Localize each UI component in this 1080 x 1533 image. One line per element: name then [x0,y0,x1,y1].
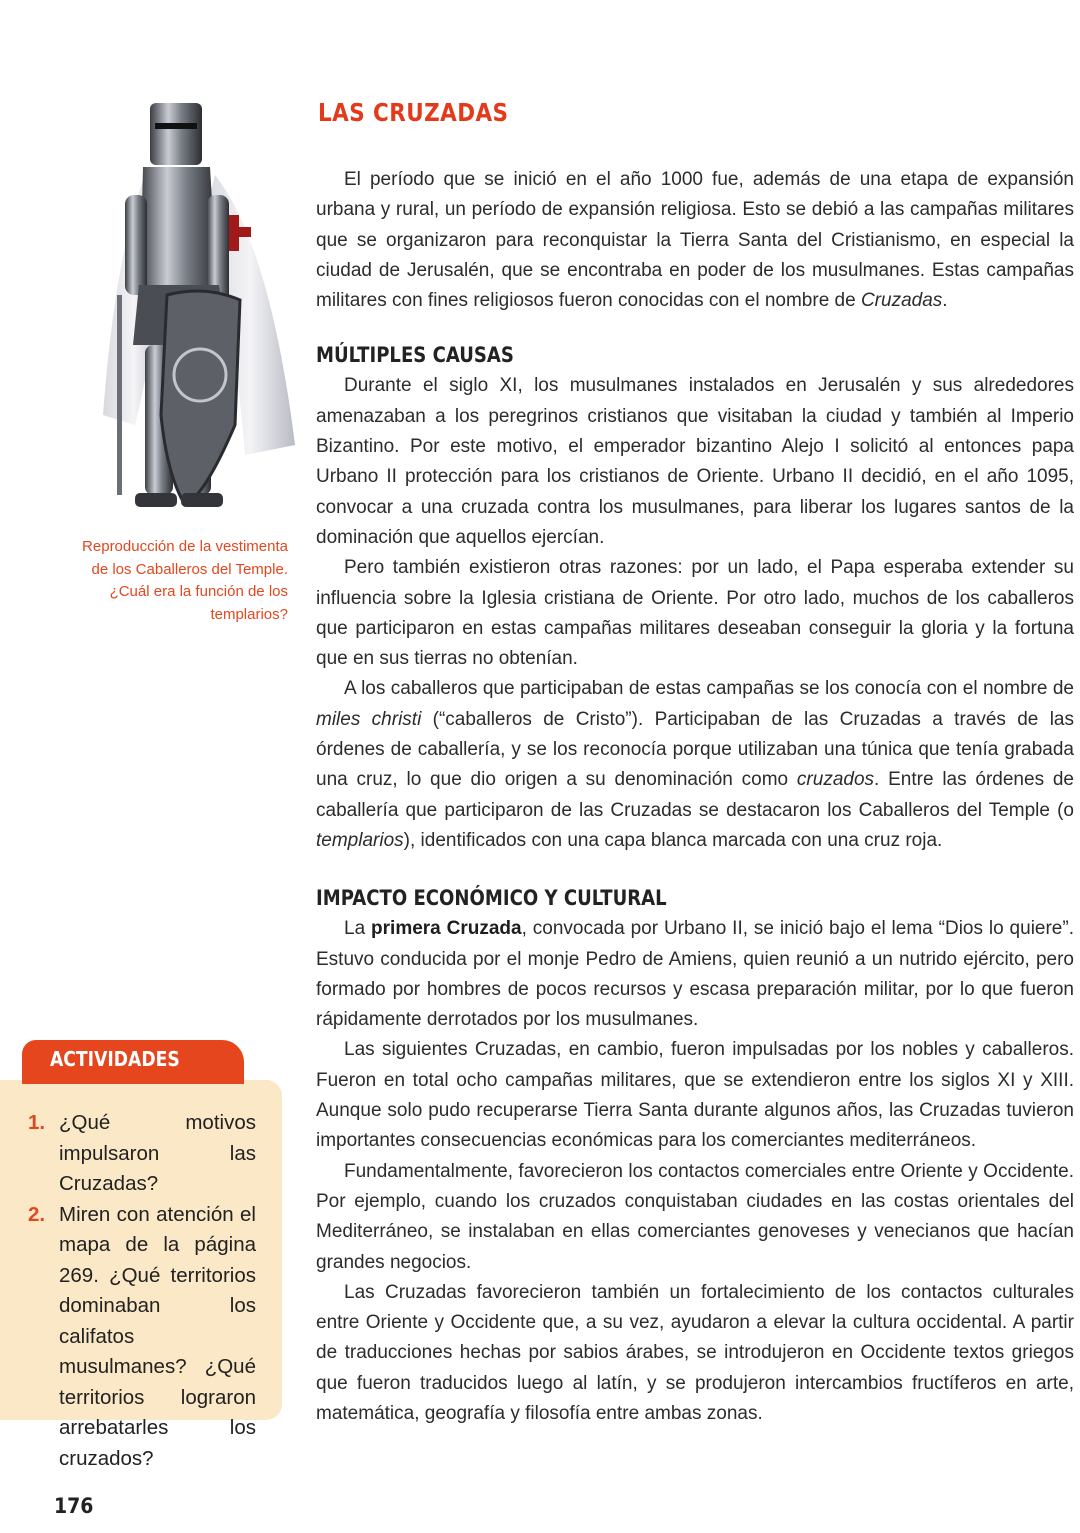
activity-text: ¿Qué motivos impulsaron las Cruzadas? [59,1111,256,1195]
impacto-paragraph-4: Las Cruzadas favorecieron también un fortalecimiento de los contactos culturales entre Oriente y Occidente que, a su vez, ayudaron a elevar la cultura occidental. A partir de traducciones hechas por sabios árabes, se introdujeron en Occidente textos griegos que fueron traducidos luego al latín, y se produjeron intercambios fructíferos en arte, matemática, geografía y filosofía entre ambas zonas. [316,1281,1074,1424]
activities-list [28,1108,256,1474]
impacto-paragraph-2: Las siguientes Cruzadas, en cambio, fueron impulsadas por los nobles y caballeros. Fueron en total ocho campañas militares, que se extendieron entre los siglos XI y XIII. Aunque solo pudo recuperarse Tierra Santa durante algunos años, las Cruzadas tuvieron importantes consecuencias económicas para los comerciantes mediterráneos. [316,1039,1074,1152]
causas-paragraph-2: Pero también existieron otras razones: por un lado, el Papa esperaba extender su influencia sobre la Iglesia cristiana de Oriente. Por otro lado, muchos de los caballeros que participaron en estas campañas militares deseaban conseguir la gloria y la fortuna que en sus tierras no obtenían. [316,557,1074,670]
intro-paragraph: El período que se inició en el año 1000 fue, además de una etapa de expansión urbana y rural, un período de expansión religiosa. Esto se debió a las campañas militares que se organizaron para reconquistar la Tierra Santa del Cristianismo, en especial la ciudad de Jerusalén, que se encontraba en poder de los musulmanes. Estas campañas militares con fines religiosos fueron conocidas con el nombre de Cruzadas. [316,169,1074,312]
term-cruzadas: Cruzadas [860,290,943,312]
activity-item [28,1108,256,1200]
image-caption: Reproducción de la vestimenta de los Caballeros del Temple. ¿Cuál era la función de los templarios? [82,538,288,623]
activity-item [28,1200,256,1475]
main-column [316,98,1074,1429]
activity-number: 1. [28,1111,46,1134]
causas-paragraph-3: A los caballeros que participaban de estas campañas se los conocía con el nombre de miles christi (“caballeros de Cristo”). Participaban de las Cruzadas a través de las órdenes de caballería, y se los reconocía porque utilizaban una túnica que tenía grabada una cruz, lo que dio origen a su denominación como cruzados. Entre las órdenes de caballería que participaron de las Cruzadas se destacaron los Caballeros del Temple (o templarios), identificados con una capa blanca marcada con una cruz roja. [316,678,1074,851]
activity-text: Miren con atención el mapa de la página 269. ¿Qué territorios dominaban los califatos musulmanes? ¿Qué territorios lograron arrebatarles los cruzados? [59,1202,256,1470]
page-number: 176 [54,1494,94,1518]
impacto-paragraph-3: Fundamentalmente, favorecieron los contactos comerciales entre Oriente y Occidente. Por ejemplo, cuando los cruzados conquistaban ciudades en las costas orientales del Mediterráneo, se instalaban en ellas comerciantes genoveses y venecianos que hacían grandes negocios. [316,1160,1074,1273]
activity-number: 2. [28,1202,46,1226]
page-title: LAS CRUZADAS [318,98,509,127]
templar-knight-image [95,95,300,520]
impacto-paragraph-1: La primera Cruzada, convocada por Urbano II, se inició bajo el lema “Dios lo quiere”. Estuvo conducida por el monje Pedro de Amiens, quien reunió a un nutrido ejército, pero formado por hombres de pocos recursos y escasa preparación militar, por lo que fueron rápidamente derrotados por los musulmanes. [316,918,1074,1031]
section-heading-causas: MÚLTIPLES CAUSAS [316,343,514,368]
causas-paragraph-1: Durante el siglo XI, los musulmanes instalados en Jerusalén y sus alrededores amenazaban a los peregrinos cristianos que visitaban la ciudad y también al Imperio Bizantino. Por este motivo, el emperador bizantino Alejo I solicitó al entonces papa Urbano II protección para los cristianos de Oriente. Urbano II decidió, en el año 1095, convocar a una cruzada contra los musulmanes, para liberar los lugares santos de la dominación que aquellos ejercían. [316,375,1074,548]
activities-label: ACTIVIDADES [50,1047,180,1071]
section-heading-impacto: IMPACTO ECONÓMICO Y CULTURAL [316,886,667,911]
